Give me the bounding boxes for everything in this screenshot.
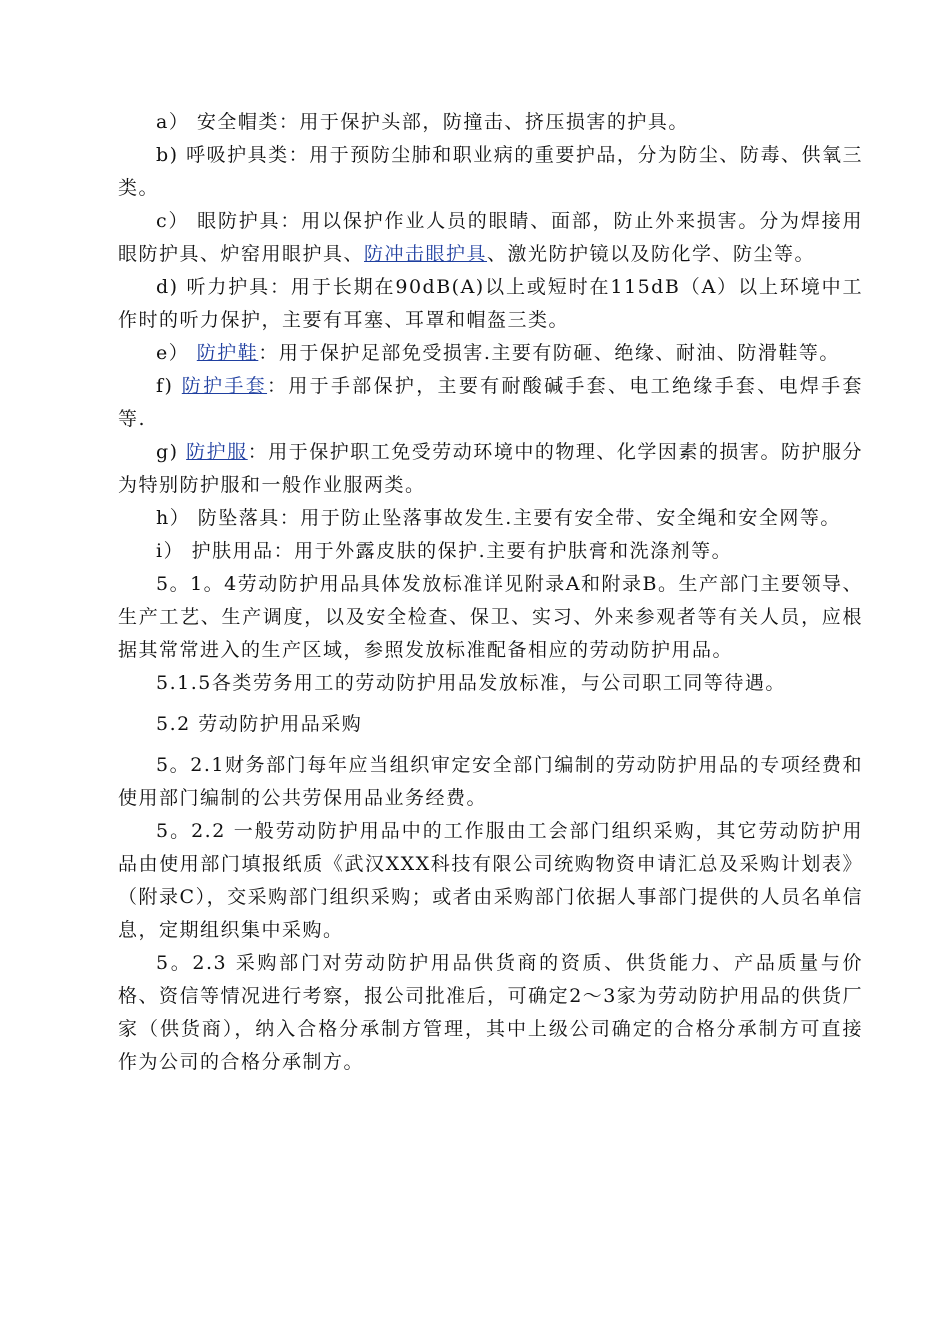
item-e-shoes xyxy=(118,337,863,370)
item-d-hearing: d) 听力护具：用于长期在90dB(A)以上或短时在115dB（A）以上环境中工作时的听力保护，主要有耳塞、耳罩和帽盔三类。 xyxy=(118,276,863,331)
item-g-text-before: g) xyxy=(156,441,187,463)
item-c-text-after: 、激光防护镜以及防化学、防尘等。 xyxy=(487,243,816,265)
section-5-2-heading: 5.2 劳动防护用品采购 xyxy=(156,713,363,735)
item-i-skin-care: i） 护肤用品：用于外露皮肤的保护.主要有护肤膏和洗涤剂等。 xyxy=(156,540,733,562)
item-c-text-before: c） 眼防护具：用以保护作业人员的眼睛、面部，防止外来损害。分为焊接用眼防护具、炉窑用眼护具、 xyxy=(118,210,863,265)
section-5-2-1: 5。2.1财务部门每年应当组织审定安全部门编制的劳动防护用品的专项经费和使用部门编制的公共劳保用品业务经费。 xyxy=(118,754,863,809)
item-c-eye-protection xyxy=(118,205,863,271)
section-5-1-5: 5.1.5各类劳务用工的劳动防护用品发放标准，与公司职工同等待遇。 xyxy=(156,672,786,694)
section-5-1-4: 5。1。4劳动防护用品具体发放标准详见附录A和附录B。生产部门主要领导、生产工艺、生产调度，以及安全检查、保卫、实习、外来参观者等有关人员，应根据其常常进入的生产区域，参照发放标准配备相应的劳动防护用品。 xyxy=(118,573,863,661)
impact-eye-protection-link[interactable]: 防冲击眼护具 xyxy=(364,243,488,265)
item-f-text-after: ：用于手部保护，主要有耐酸碱手套、电工绝缘手套、电焊手套等. xyxy=(118,375,863,430)
item-a-helmets: a） 安全帽类：用于保护头部，防撞击、挤压损害的护具。 xyxy=(156,111,689,133)
item-g-text-after: ：用于保护职工免受劳动环境中的物理、化学因素的损害。防护服分为特别防护服和一般作业服两类。 xyxy=(118,441,863,496)
protective-gloves-link[interactable]: 防护手套 xyxy=(181,375,268,397)
protective-shoes-link[interactable]: 防护鞋 xyxy=(196,342,259,364)
section-5-2-2: 5。2.2 一般劳动防护用品中的工作服由工会部门组织采购，其它劳动防护用品由使用部门填报纸质《武汉XXX科技有限公司统购物资申请汇总及采购计划表》（附录C），交采购部门组织采购；或者由采购部门依据人事部门提供的人员名单信息，定期组织集中采购。 xyxy=(118,820,863,941)
item-e-text-before: e） xyxy=(156,342,197,364)
item-e-text-after: ：用于保护足部免受损害.主要有防砸、绝缘、耐油、防滑鞋等。 xyxy=(258,342,840,364)
item-f-text-before: f) xyxy=(156,375,182,397)
item-h-fall-protection: h） 防坠落具：用于防止坠落事故发生.主要有安全带、安全绳和安全网等。 xyxy=(156,507,841,529)
document-body xyxy=(118,106,863,1079)
item-f-gloves xyxy=(118,370,863,436)
protective-clothing-link[interactable]: 防护服 xyxy=(186,441,248,463)
item-b-respiratory: b) 呼吸护具类：用于预防尘肺和职业病的重要护品，分为防尘、防毒、供氧三类。 xyxy=(118,144,863,199)
item-g-clothing xyxy=(118,436,863,502)
section-5-2-3: 5。2.3 采购部门对劳动防护用品供货商的资质、供货能力、产品质量与价格、资信等情况进行考察，报公司批准后，可确定2～3家为劳动防护用品的供货厂家（供货商），纳入合格分承制方管理，其中上级公司确定的合格分承制方可直接作为公司的合格分承制方。 xyxy=(118,952,863,1073)
